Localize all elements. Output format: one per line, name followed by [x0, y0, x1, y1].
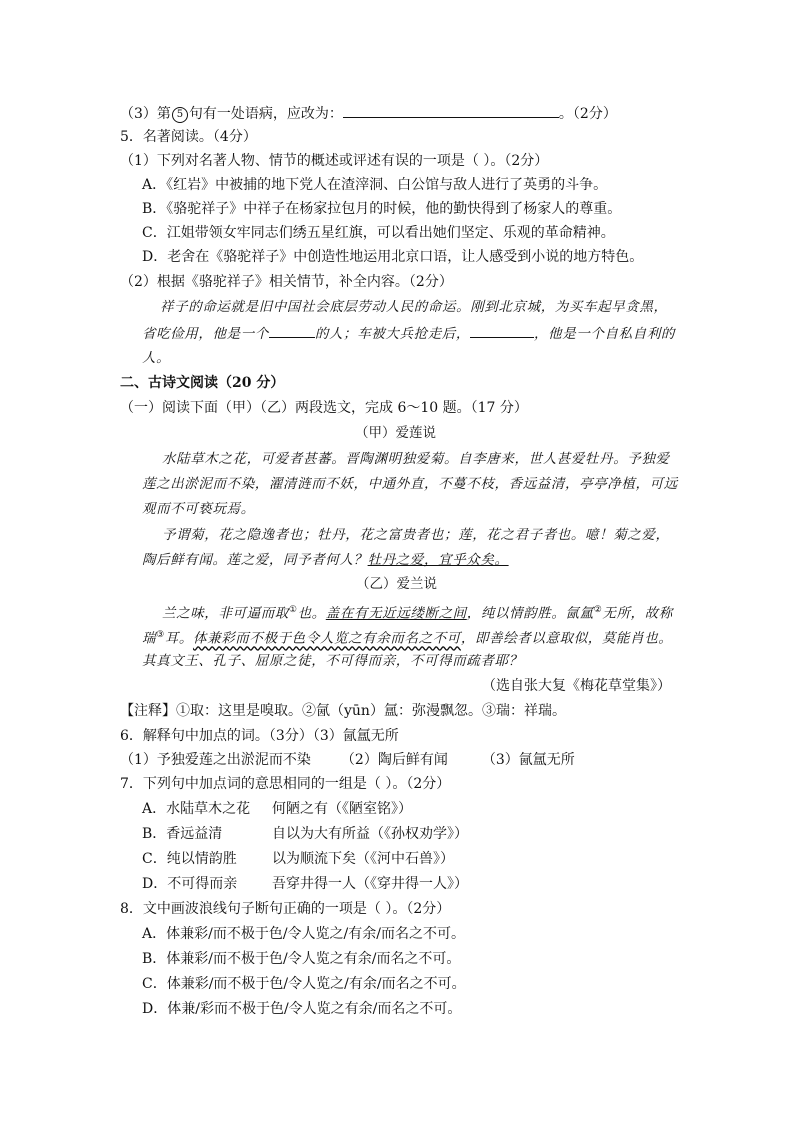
footnote-marker: ③ — [156, 630, 165, 640]
q7-option-b-ref: 自以为大有所益（《孙权劝学》） — [272, 826, 468, 842]
underlined-sentence: 盖在有无近远缕断之间 — [325, 605, 467, 622]
q6-item-1: （1）予独爱莲之出淤泥而不染 — [120, 752, 311, 768]
footnote-marker: ① — [288, 605, 298, 615]
q5-sub2: （2）根据《骆驼祥子》相关情节，补全内容。（2分） — [120, 274, 453, 290]
q5-option-b: B．《骆驼祥子》中祥子在杨家拉包月的时候，他的勤快得到了杨家人的尊重。 — [142, 201, 622, 217]
q5-option-d: D．老舍在《骆驼祥子》中创造性地运用北京口语，让人感受到小说的地方特色。 — [142, 249, 644, 265]
q5-sub1: （1）下列对名著人物、情节的概述或评述有误的一项是（ ）。（2分） — [120, 153, 549, 169]
q5-passage-text-c: ，他是一个自私自利的 — [534, 326, 676, 342]
passage-jia-line: 莲之出淤泥而不染，濯清涟而不妖，中通外直，不蔓不枝，香远益清，亭亭净植，可远 — [142, 476, 678, 492]
answer-blank[interactable] — [269, 324, 315, 338]
passage-yi-line: 其真文王、孔子、屈原之徒，不可得而亲，不可得而疏者耶？ — [142, 653, 523, 669]
answer-blank[interactable] — [470, 324, 534, 338]
q5-passage-line2 — [142, 324, 675, 343]
passage-yi-line — [142, 626, 672, 648]
annotation-note: 【注释】①取：这里是嗅取。②氤（yūn）氲：弥漫飘忽。③瑞：祥瑞。 — [120, 703, 566, 719]
q8-option-d: D．体兼/彩而不极于色/令人览之有余/而名之不可。 — [142, 1001, 462, 1017]
q7-option-c-ref: 以为顺流下矣（《河中石兽》） — [272, 851, 454, 867]
q5-passage-line1: 祥子的命运就是旧中国社会底层劳动人民的命运。刚到北京城，为买车起早贪黑， — [160, 299, 668, 315]
circled-number: 5 — [172, 107, 188, 123]
passage-jia-line: 水陆草木之花，可爱者甚蕃。晋陶渊明独爱菊。自李唐来，世人甚爱牡丹。予独爱 — [162, 451, 670, 467]
section-instruction: （一）阅读下面（甲）（乙）两段选文，完成 6～10 题。（17 分） — [120, 400, 528, 416]
passage-jia-title: （甲）爱莲说 — [355, 425, 436, 441]
passage-yi-text: ，即善绘者以意取似，莫能肖也。 — [460, 630, 673, 647]
q5-heading: 5．名著阅读。（4分） — [120, 129, 257, 145]
q8-option-a: A．体兼彩/而不极于色/令人览之/有余/而名之不可。 — [142, 926, 465, 942]
q5-passage-text-b: 的人；车被大兵抢走后， — [314, 326, 471, 342]
q6-item-2: （2）陶后鲜有闻 — [340, 752, 448, 768]
q5-passage-line3: 人。 — [142, 350, 171, 366]
passage-yi-text: 兰之味，非可逼而取 — [162, 605, 289, 622]
q5-option-c: C．江姐带领女牢同志们绣五星红旗，可以看出她们坚定、乐观的革命精神。 — [142, 225, 615, 241]
passage-jia-text: 陶后鲜有闻。莲之爱，同予者何人？ — [142, 552, 368, 568]
underlined-sentence: 牡丹之爱，宜乎众矣。 — [367, 552, 509, 568]
answer-blank[interactable] — [343, 104, 559, 118]
footnote-marker: ② — [593, 605, 603, 615]
passage-jia-line — [142, 551, 509, 569]
q7-option-a-ref: 何陋之有（《陋室铭》） — [272, 801, 412, 817]
q8-option-c: C．体兼彩/而不极于色/令人览之/有余/而名之不可。 — [142, 976, 466, 992]
passage-yi-line — [162, 601, 673, 623]
q5-passage-text-a: 省吃俭用，他是一个 — [142, 326, 269, 342]
q7-option-b: B．香远益清 — [142, 826, 223, 842]
q7-heading: 7．下列句中加点词的意思相同的一组是（ ）。（2分） — [120, 776, 451, 792]
q7-option-c: C．纯以情韵胜 — [142, 851, 237, 867]
q6-heading: 6．解释句中加点的词。（3分）（3）氤氲无所 — [120, 728, 399, 744]
q7-option-d-ref: 吾穿井得一人（《穿井得一人》） — [272, 876, 468, 892]
q4-item3 — [120, 104, 617, 123]
q4-item3-end: 。（2分） — [558, 106, 617, 122]
q7-option-a: A．水陆草木之花 — [142, 801, 251, 817]
q6-items — [120, 751, 575, 769]
passage-yi-text: 无所，故称 — [602, 605, 673, 622]
passage-yi-text: ，纯以情韵胜。氤氲 — [466, 605, 594, 622]
passage-yi-text: 也。 — [297, 605, 326, 622]
q6-item-3: （3）氤氲无所 — [481, 752, 575, 768]
section-heading: 二、古诗文阅读（20 分） — [120, 375, 285, 391]
passage-jia-line: 观而不可亵玩焉。 — [142, 501, 255, 517]
passage-yi-title: （乙）爱兰说 — [356, 576, 437, 592]
passage-source: （选自张大复《梅花草堂集》） — [482, 678, 671, 694]
wavy-underlined-sentence: 体兼彩而不极于色令人览之有余而名之不可 — [192, 630, 461, 647]
passage-jia-line: 予谓菊，花之隐逸者也；牡丹，花之富贵者也；莲，花之君子者也。噫！菊之爱， — [162, 527, 670, 543]
q8-heading: 8．文中画波浪线句子断句正确的一项是（ ）。（2分） — [120, 901, 451, 917]
q8-option-b: B．体兼彩/而不极于色/令人览之有余/而名之不可。 — [142, 951, 461, 967]
passage-yi-text: 耳。 — [164, 630, 193, 647]
q5-option-a: A．《红岩》中被捕的地下党人在渣滓洞、白公馆与敌人进行了英勇的斗争。 — [142, 177, 608, 193]
q4-item3-text-a: （3）第 — [120, 106, 171, 122]
q7-option-d: D．不可得而亲 — [142, 876, 238, 892]
passage-yi-text: 瑞 — [142, 630, 157, 647]
q4-item3-text-b: 句有一处语病，应改为： — [188, 106, 343, 122]
